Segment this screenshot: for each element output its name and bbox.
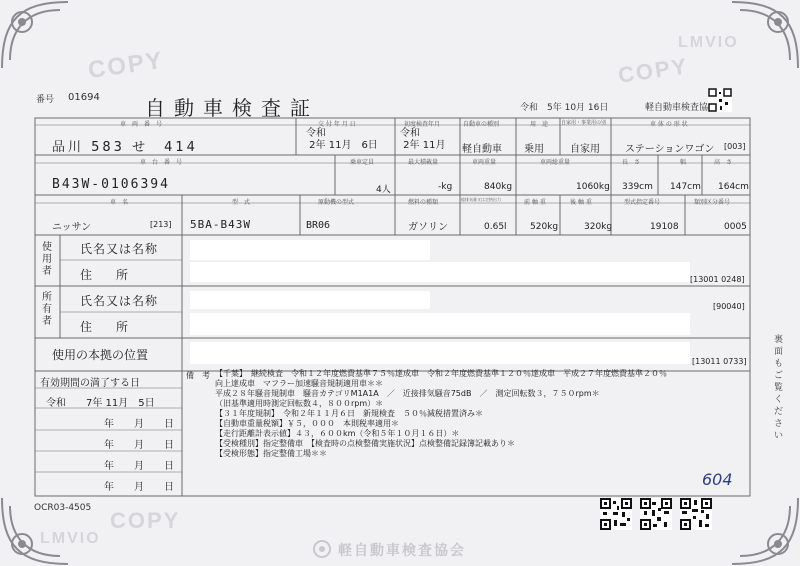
user-address-label: 住 所 bbox=[80, 268, 129, 282]
class-number-value: 0005 bbox=[724, 222, 747, 232]
header-issue-date: 交 付 年 月 日 bbox=[318, 121, 356, 128]
brand-watermark: LMVIO bbox=[40, 530, 101, 547]
copy-watermark: COPY bbox=[616, 53, 690, 88]
maker-code: [213] bbox=[150, 220, 172, 229]
length-value: 339cm bbox=[622, 182, 653, 192]
user-section-label: 使用者 bbox=[42, 242, 52, 277]
base-location-code: [13011 0733] bbox=[692, 357, 747, 366]
redaction-box bbox=[190, 342, 690, 364]
issue-date: 令和 5年 10月 16日 bbox=[520, 103, 609, 113]
remarks-line: 向上達成車 マフラー加速騒音規制適用車＊＊ bbox=[215, 379, 383, 388]
front-axle-value: 520kg bbox=[530, 222, 559, 232]
remarks-line: 【受検種別】指定整備車 【検査時の点検整備実施状況】点検整備記録簿記載あり＊ bbox=[215, 439, 515, 448]
page-title: 自動車検査証 bbox=[145, 96, 319, 120]
header-model: 型 式 bbox=[232, 199, 251, 206]
vehicle-kind-value: 軽自動車 bbox=[462, 144, 502, 155]
first-registration-value: 令和 2年 11月 bbox=[400, 128, 446, 151]
private-value: 自家用 bbox=[570, 144, 600, 155]
header-length: 長 さ bbox=[622, 159, 641, 166]
header-front-axle: 前 軸 重 bbox=[524, 199, 546, 206]
document-number: 01694 bbox=[68, 92, 100, 103]
redaction-box bbox=[190, 291, 430, 309]
body-shape-code: [003] bbox=[724, 142, 746, 151]
expiry-date: 令和 7年 11月 5日 bbox=[46, 398, 155, 409]
header-max-load: 最大積載量 bbox=[408, 159, 439, 166]
redaction-box bbox=[190, 262, 690, 282]
header-maker: 車 名 bbox=[110, 199, 129, 206]
header-body-shape: 車 体 の 形 状 bbox=[650, 121, 688, 128]
brand-watermark: LMVIO bbox=[678, 34, 739, 51]
displacement-value: 0.65l bbox=[484, 222, 507, 232]
header-capacity: 乗車定員 bbox=[350, 159, 375, 166]
width-value: 147cm bbox=[670, 182, 701, 192]
qr-code-icon bbox=[600, 498, 632, 530]
remarks-label: 備 考 bbox=[186, 371, 210, 380]
header-vehicle-kind: 自動車の種別 bbox=[463, 121, 500, 128]
base-location-label: 使用の本拠の位置 bbox=[52, 348, 149, 362]
ocr-code: OCR03-4505 bbox=[34, 503, 92, 513]
fuel-value: ガソリン bbox=[408, 222, 448, 233]
header-height: 高 さ bbox=[714, 159, 733, 166]
expiry-blank-row: 年 月 日 bbox=[104, 419, 174, 430]
header-vehicle-weight: 車両重量 bbox=[472, 159, 497, 166]
expiry-label: 有効期間の満了する日 bbox=[40, 378, 140, 389]
registration-number: 品川 583 せ 414 bbox=[52, 140, 198, 155]
remarks-line: （旧基準適用時測定回転数４，８００rpm）＊ bbox=[215, 399, 384, 408]
association-emblem-icon bbox=[312, 539, 332, 559]
header-class-number: 類別区分番号 bbox=[694, 199, 731, 206]
handwritten-note: 604 bbox=[702, 470, 733, 489]
rear-axle-value: 320kg bbox=[584, 222, 613, 232]
gross-weight-value: 1060kg bbox=[576, 182, 610, 192]
maker-value: ニッサン bbox=[52, 222, 92, 233]
issuer-badge: 軽自動車検査協 bbox=[645, 103, 709, 113]
header-type-number: 型式指定番号 bbox=[624, 199, 661, 206]
redaction-box bbox=[190, 313, 690, 335]
header-registration-number: 車 両 番 号 bbox=[120, 121, 163, 128]
qr-code-icon bbox=[680, 498, 712, 530]
header-use: 用 途 bbox=[530, 121, 549, 128]
user-address-code: [13001 0248] bbox=[690, 275, 745, 284]
expiry-blank-row: 年 月 日 bbox=[104, 461, 174, 472]
header-first-registration: 初度検査年月 bbox=[404, 121, 441, 128]
owner-name-label: 氏名又は名称 bbox=[80, 294, 159, 308]
header-engine: 原動機の型式 bbox=[318, 199, 355, 206]
copy-watermark: COPY bbox=[110, 508, 181, 533]
header-displacement: 総排気量又は定格出力 bbox=[461, 197, 501, 202]
footer-association: 軽自動車検査協会 bbox=[338, 543, 466, 559]
model-value: 5BA-B43W bbox=[190, 218, 251, 231]
remarks-line: 【受検形態】指定整備工場＊＊ bbox=[215, 449, 327, 458]
issue-date-value: 令和 2年 11月 6日 bbox=[306, 128, 378, 151]
remarks-line: 平成２８年騒音規制車 騒音カテゴリM1A1A ／ 近接排気騒音75dB ／ 測定回転数３，７５０rpm＊ bbox=[215, 389, 600, 398]
header-private: 自家用・事業用の別 bbox=[561, 120, 607, 126]
vehicle-weight-value: 840kg bbox=[484, 182, 513, 192]
side-note: 裏面もご覧ください bbox=[774, 335, 784, 441]
number-label: 番号 bbox=[36, 95, 55, 105]
owner-address-code: [90040] bbox=[713, 302, 745, 311]
max-load-value: -kg bbox=[438, 182, 453, 192]
header-rear-axle: 後 軸 重 bbox=[570, 199, 592, 206]
owner-section-label: 所有者 bbox=[42, 292, 52, 327]
qr-code-icon bbox=[640, 498, 672, 530]
header-gross-weight: 車両総重量 bbox=[540, 159, 571, 166]
chassis-number: B43W-0106394 bbox=[52, 177, 170, 192]
remarks-line: 【３１年度規制】 令和２年１１月６日 新規検査 ５０％減税措置済み＊ bbox=[215, 409, 483, 418]
header-chassis-number: 車 台 番 号 bbox=[140, 159, 183, 166]
height-value: 164cm bbox=[718, 182, 749, 192]
engine-value: BR06 bbox=[306, 220, 331, 231]
expiry-blank-row: 年 月 日 bbox=[104, 482, 174, 493]
header-fuel: 燃料の種類 bbox=[408, 199, 439, 206]
owner-address-label: 住 所 bbox=[80, 320, 129, 334]
type-number-value: 19108 bbox=[650, 222, 679, 232]
use-value: 乗用 bbox=[524, 144, 544, 155]
remarks-line: 【千葉】 継続検査 令和１２年度燃費基準７５％達成車 令和２年度燃費基準１２０％達成車 平成２７年度燃費基準２０％ bbox=[215, 369, 667, 378]
remarks-line: 【走行距離計表示値】４３，６００km（令和５年１０月１６日）＊ bbox=[215, 429, 460, 438]
header-width: 幅 bbox=[680, 159, 687, 166]
redaction-box bbox=[190, 240, 430, 260]
body-shape-value: ステーションワゴン bbox=[625, 144, 715, 155]
user-name-label: 氏名又は名称 bbox=[80, 242, 159, 256]
copy-watermark: COPY bbox=[86, 46, 166, 85]
expiry-blank-row: 年 月 日 bbox=[104, 440, 174, 451]
remarks-line: 【自動車重量税額】￥５，０００ 本則税率適用＊ bbox=[215, 419, 399, 428]
capacity-value: 4人 bbox=[376, 185, 391, 195]
